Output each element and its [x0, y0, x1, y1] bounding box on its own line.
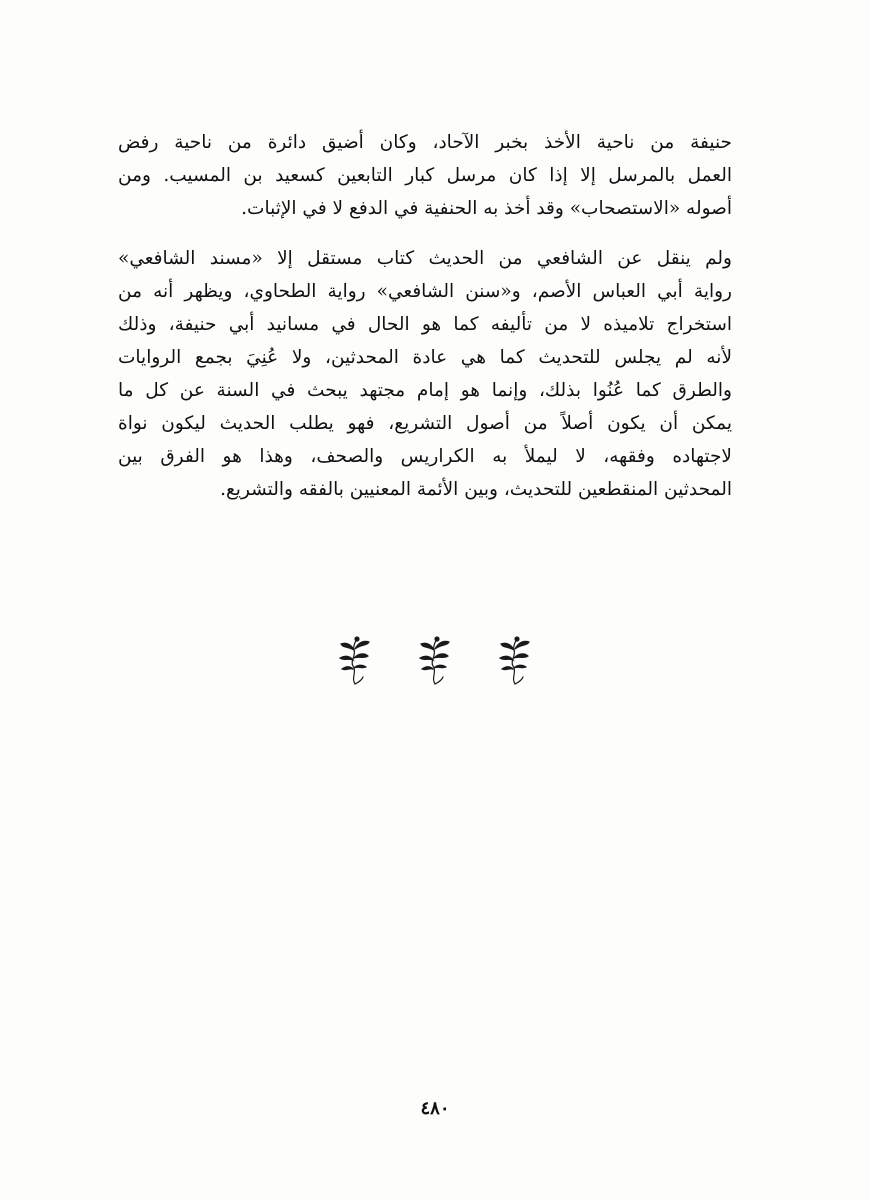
- text-line: استخراج تلاميذه لا من تأليفه كما هو الحال في مسانيد أبي حنيفة، وذلك: [118, 314, 732, 335]
- text-line: يمكن أن يكون أصلاً من أصول التشريع، فهو يطلب الحديث ليكون نواة: [118, 413, 732, 434]
- text-line: أصوله «الاستصحاب» وقد أخذ به الحنفية في الدفع لا في الإثبات.: [241, 198, 732, 219]
- text-line: حنيفة من ناحية الأخذ بخبر الآحاد، وكان أضيق دائرة من ناحية رفض: [118, 132, 732, 153]
- floral-ornament-icon: [417, 636, 453, 686]
- paragraph-2: [118, 242, 732, 506]
- text-line: المحدثين المنقطعين للتحديث، وبين الأئمة المعنيين بالفقه والتشريع.: [220, 479, 732, 500]
- page-number: ٤٨٠: [420, 1098, 450, 1119]
- floral-ornament-icon: [497, 636, 533, 686]
- text-line: لأنه لم يجلس للتحديث كما هي عادة المحدثين، ولا عُنِيَ بجمع الروايات: [118, 347, 732, 368]
- text-line: رواية أبي العباس الأصم، و«سنن الشافعي» رواية الطحاوي، ويظهر أنه من: [118, 281, 732, 302]
- text-line: العمل بالمرسل إلا إذا كان مرسل كبار التابعين كسعيد بن المسيب. ومن: [118, 165, 732, 186]
- text-line: ولم ينقل عن الشافعي من الحديث كتاب مستقل إلا «مسند الشافعي»: [118, 248, 732, 269]
- floral-ornament-icon: [337, 636, 373, 686]
- text-line: والطرق كما عُنُوا بذلك، وإنما هو إمام مجتهد يبحث في السنة عن كل ما: [118, 380, 732, 401]
- text-line: لاجتهاده وفقهه، لا ليملأ به الكراريس والصحف، وهذا هو الفرق بين: [118, 446, 732, 467]
- paragraph-1: [118, 126, 732, 225]
- section-divider: [0, 636, 870, 686]
